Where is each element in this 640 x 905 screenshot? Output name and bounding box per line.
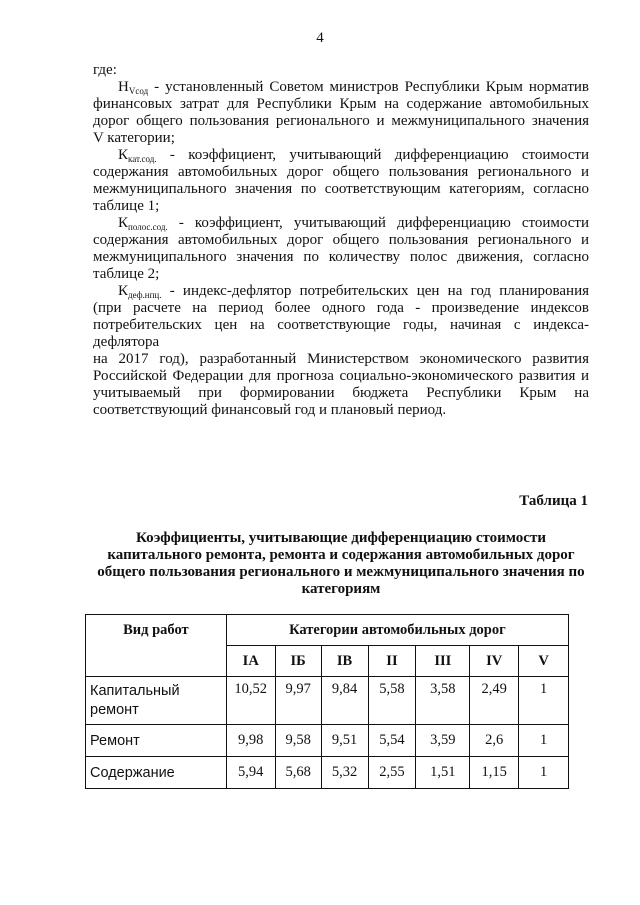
def-kpolos-line-4: таблице 2; bbox=[93, 266, 160, 282]
category-header: IA bbox=[226, 646, 275, 677]
def-nv-line-1: $Н_{Vсод}$ - установленный Советом министров Республики Крым норматив bbox=[118, 79, 589, 96]
row-name bbox=[86, 677, 227, 725]
cell-value: 5,94 bbox=[226, 757, 275, 789]
table-caption-line: общего пользования регионального и межмуниципального значения по bbox=[97, 564, 585, 580]
table-caption-line: капитального ремонта, ремонта и содержания автомобильных дорог bbox=[107, 547, 575, 563]
cell-value: 1,51 bbox=[416, 757, 470, 789]
cell-value: 9,97 bbox=[275, 677, 321, 725]
def-kpolos-line-2: содержания автомобильных дорог общего пользования регионального и bbox=[93, 232, 589, 248]
header-categories: Категории автомобильных дорог bbox=[226, 615, 568, 646]
def-nv-line-4: V категории; bbox=[93, 130, 175, 146]
def-kdef-line-2: (при расчете на период более одного года - произведение индексов bbox=[93, 300, 589, 316]
def-kpolos-line-3: межмуниципального значения по количеству полос движения, согласно bbox=[93, 249, 589, 265]
def-nv-line-3: дорог общего пользования регионального и межмуниципального значения bbox=[93, 113, 589, 129]
cell-value: 1 bbox=[519, 677, 569, 725]
cell-value: 10,52 bbox=[226, 677, 275, 725]
table-row bbox=[86, 757, 569, 789]
table-label: Таблица 1 bbox=[519, 493, 588, 509]
header-work-type: Вид работ bbox=[86, 615, 227, 677]
table-caption bbox=[93, 530, 589, 598]
category-header: III bbox=[416, 646, 470, 677]
cell-value: 5,58 bbox=[368, 677, 416, 725]
def-kdef-line-4: на 2017 год), разработанный Министерством экономического развития bbox=[93, 351, 589, 367]
category-header: IB bbox=[321, 646, 368, 677]
def-nv-line-2: финансовых затрат для Республики Крым на содержание автомобильных bbox=[93, 96, 589, 112]
cell-value: 3,58 bbox=[416, 677, 470, 725]
definitions-text bbox=[93, 62, 589, 419]
table-caption-line: Коэффициенты, учитывающие дифференциацию стоимости bbox=[136, 530, 546, 546]
category-header: V bbox=[519, 646, 569, 677]
def-kkat-line-4: таблице 1; bbox=[93, 198, 160, 214]
cell-value: 2,55 bbox=[368, 757, 416, 789]
category-header: IV bbox=[470, 646, 519, 677]
cell-value: 9,51 bbox=[321, 725, 368, 757]
cell-value: 1 bbox=[519, 757, 569, 789]
table-caption-line: категориям bbox=[301, 581, 381, 597]
table-row bbox=[86, 725, 569, 757]
def-kkat-line-2: содержания автомобильных дорог общего пользования регионального и bbox=[93, 164, 589, 180]
coefficients-table bbox=[85, 614, 569, 789]
row-name: Содержание bbox=[86, 757, 227, 789]
cell-value: 1 bbox=[519, 725, 569, 757]
cell-value: 5,68 bbox=[275, 757, 321, 789]
cell-value: 3,59 bbox=[416, 725, 470, 757]
row-name-line: Капитальный bbox=[90, 682, 180, 699]
row-name: Ремонт bbox=[86, 725, 227, 757]
def-kdef-line-6: учитываемый при формировании бюджета Республики Крым на bbox=[93, 385, 589, 401]
category-header: IБ bbox=[275, 646, 321, 677]
cell-value: 2,49 bbox=[470, 677, 519, 725]
def-kdef-line-7: соответствующий финансовый год и плановый период. bbox=[93, 402, 447, 418]
cell-value: 9,84 bbox=[321, 677, 368, 725]
def-kkat-line-3: межмуниципального значения по соответствующим категориям, согласно bbox=[93, 181, 589, 197]
where-label: где: bbox=[93, 62, 117, 78]
def-kdef-line-1: $К_{деф.нпц.}$ - индекс-дефлятор потребительских цен на год планирования bbox=[118, 283, 589, 300]
category-header: II bbox=[368, 646, 416, 677]
def-kdef-line-5: Российской Федерации для прогноза социально-экономического развития и bbox=[93, 368, 589, 384]
def-kdef-line-3: потребительских цен на соответствующие годы, начиная с индекса-дефлятора bbox=[93, 317, 589, 350]
def-kpolos-line-1: $К_{полос.сод.}$ - коэффициент, учитывающий дифференциацию стоимости bbox=[118, 215, 589, 232]
cell-value: 2,6 bbox=[470, 725, 519, 757]
cell-value: 5,54 bbox=[368, 725, 416, 757]
page-number: 4 bbox=[316, 30, 324, 46]
table-row bbox=[86, 677, 569, 725]
def-kkat-line-1: $К_{кат.сод.}$ - коэффициент, учитывающий дифференциацию стоимости bbox=[118, 147, 589, 164]
row-name-line: ремонт bbox=[90, 701, 139, 718]
cell-value: 9,58 bbox=[275, 725, 321, 757]
cell-value: 9,98 bbox=[226, 725, 275, 757]
cell-value: 1,15 bbox=[470, 757, 519, 789]
cell-value: 5,32 bbox=[321, 757, 368, 789]
